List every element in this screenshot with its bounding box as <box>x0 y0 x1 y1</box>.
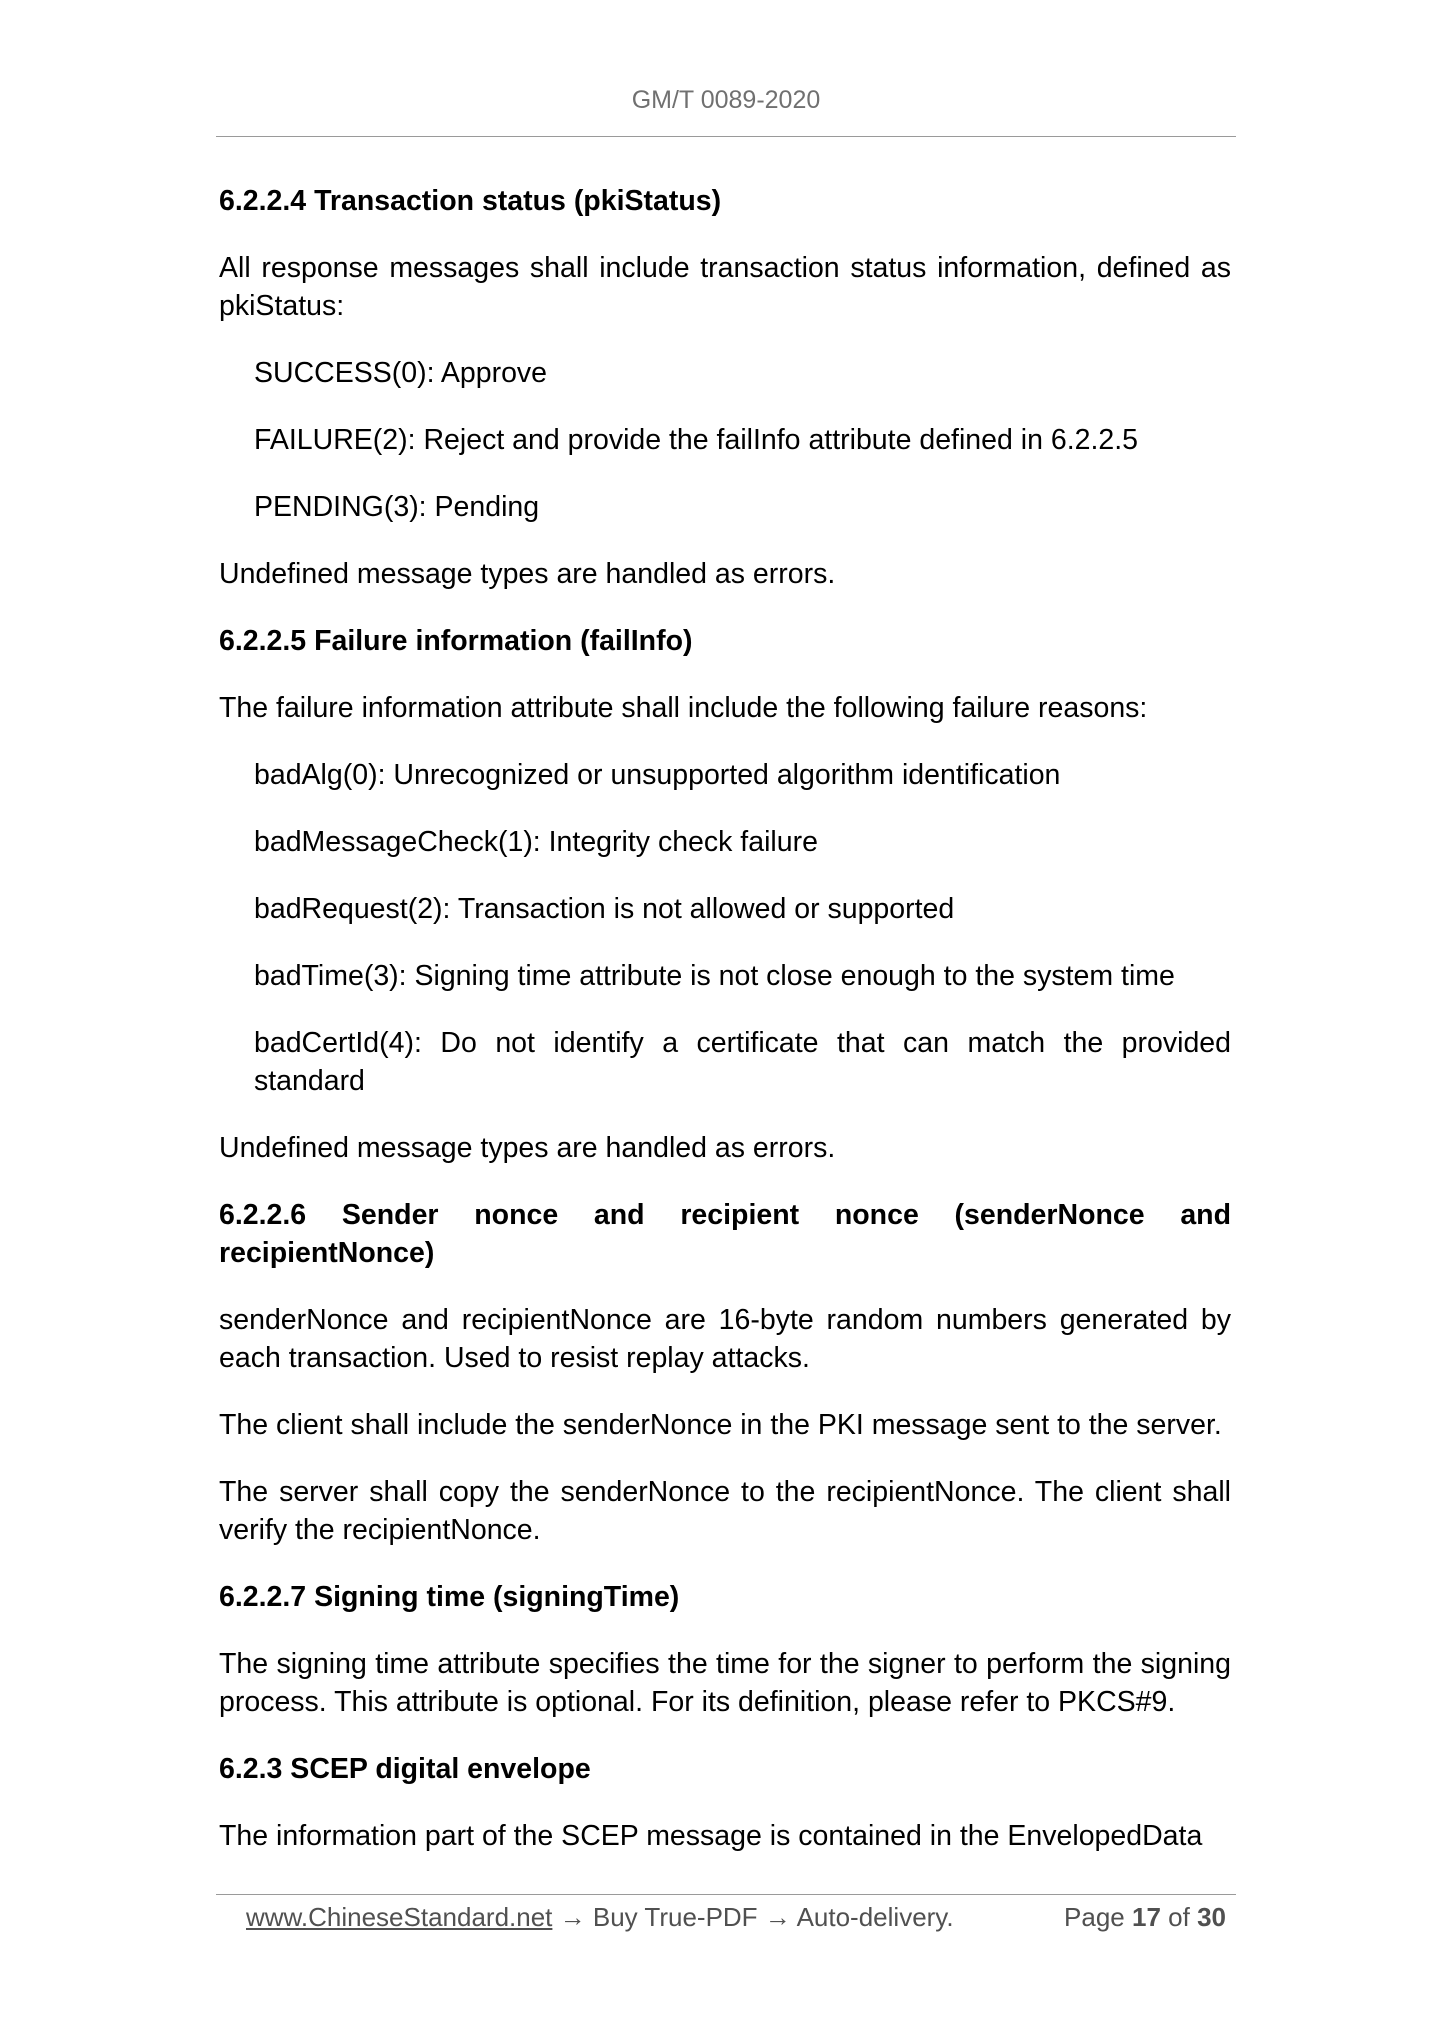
list-item: SUCCESS(0): Approve <box>254 357 548 389</box>
page-current: 17 <box>1132 1902 1161 1932</box>
list-item: badMessageCheck(1): Integrity check failure <box>254 826 818 858</box>
footer-promo-text: → Buy True-PDF → Auto-delivery. <box>552 1902 954 1932</box>
document-body <box>219 182 1231 1884</box>
section-heading-6-2-2-6: 6.2.2.6 Sender nonce and recipient nonce (senderNonce and recipientNonce) <box>219 1199 1231 1269</box>
page-footer <box>246 1900 1226 1934</box>
section-6-2-2-6-paragraph: The client shall include the senderNonce in the PKI message sent to the server. <box>219 1409 1222 1441</box>
section-6-2-2-5-outro: Undefined message types are handled as errors. <box>219 1132 836 1164</box>
chinese-standard-link[interactable]: www.ChineseStandard.net <box>246 1902 553 1932</box>
section-6-2-2-6-paragraph: The server shall copy the senderNonce to the recipientNonce. The client shall verify the recipientNonce. <box>219 1476 1231 1546</box>
page-word: Page <box>1064 1902 1125 1932</box>
header-divider <box>216 136 1236 137</box>
list-item: badTime(3): Signing time attribute is not close enough to the system time <box>254 960 1175 992</box>
list-item: FAILURE(2): Reject and provide the failInfo attribute defined in 6.2.2.5 <box>254 424 1139 456</box>
section-heading-6-2-3: 6.2.3 SCEP digital envelope <box>219 1753 591 1785</box>
document-id-header: GM/T 0089-2020 <box>631 86 821 114</box>
section-6-2-2-4-intro: All response messages shall include transaction status information, defined as pkiStatus: <box>219 252 1231 322</box>
list-item: badAlg(0): Unrecognized or unsupported algorithm identification <box>254 759 1061 791</box>
page-number <box>1064 1900 1226 1934</box>
section-6-2-3-paragraph: The information part of the SCEP message is contained in the EnvelopedData <box>219 1820 1203 1852</box>
footer-divider <box>216 1894 1236 1895</box>
section-6-2-2-5-intro: The failure information attribute shall include the following failure reasons: <box>219 692 1148 724</box>
list-item: badCertId(4): Do not identify a certificate that can match the provided standard <box>254 1027 1231 1097</box>
section-heading-6-2-2-5: 6.2.2.5 Failure information (failInfo) <box>219 625 693 657</box>
section-6-2-2-6-paragraph: senderNonce and recipientNonce are 16-byte random numbers generated by each transaction. Used to resist replay attacks. <box>219 1304 1231 1374</box>
of-word: of <box>1168 1902 1190 1932</box>
page-total: 30 <box>1197 1902 1226 1932</box>
list-item: badRequest(2): Transaction is not allowed or supported <box>254 893 955 925</box>
section-heading-6-2-2-4: 6.2.2.4 Transaction status (pkiStatus) <box>219 185 722 217</box>
section-heading-6-2-2-7: 6.2.2.7 Signing time (signingTime) <box>219 1581 680 1613</box>
list-item: PENDING(3): Pending <box>254 491 540 523</box>
section-6-2-2-7-paragraph: The signing time attribute specifies the time for the signer to perform the signing process. This attribute is optional. For its definition, please refer to PKCS#9. <box>219 1648 1231 1718</box>
section-6-2-2-4-outro: Undefined message types are handled as errors. <box>219 558 836 590</box>
